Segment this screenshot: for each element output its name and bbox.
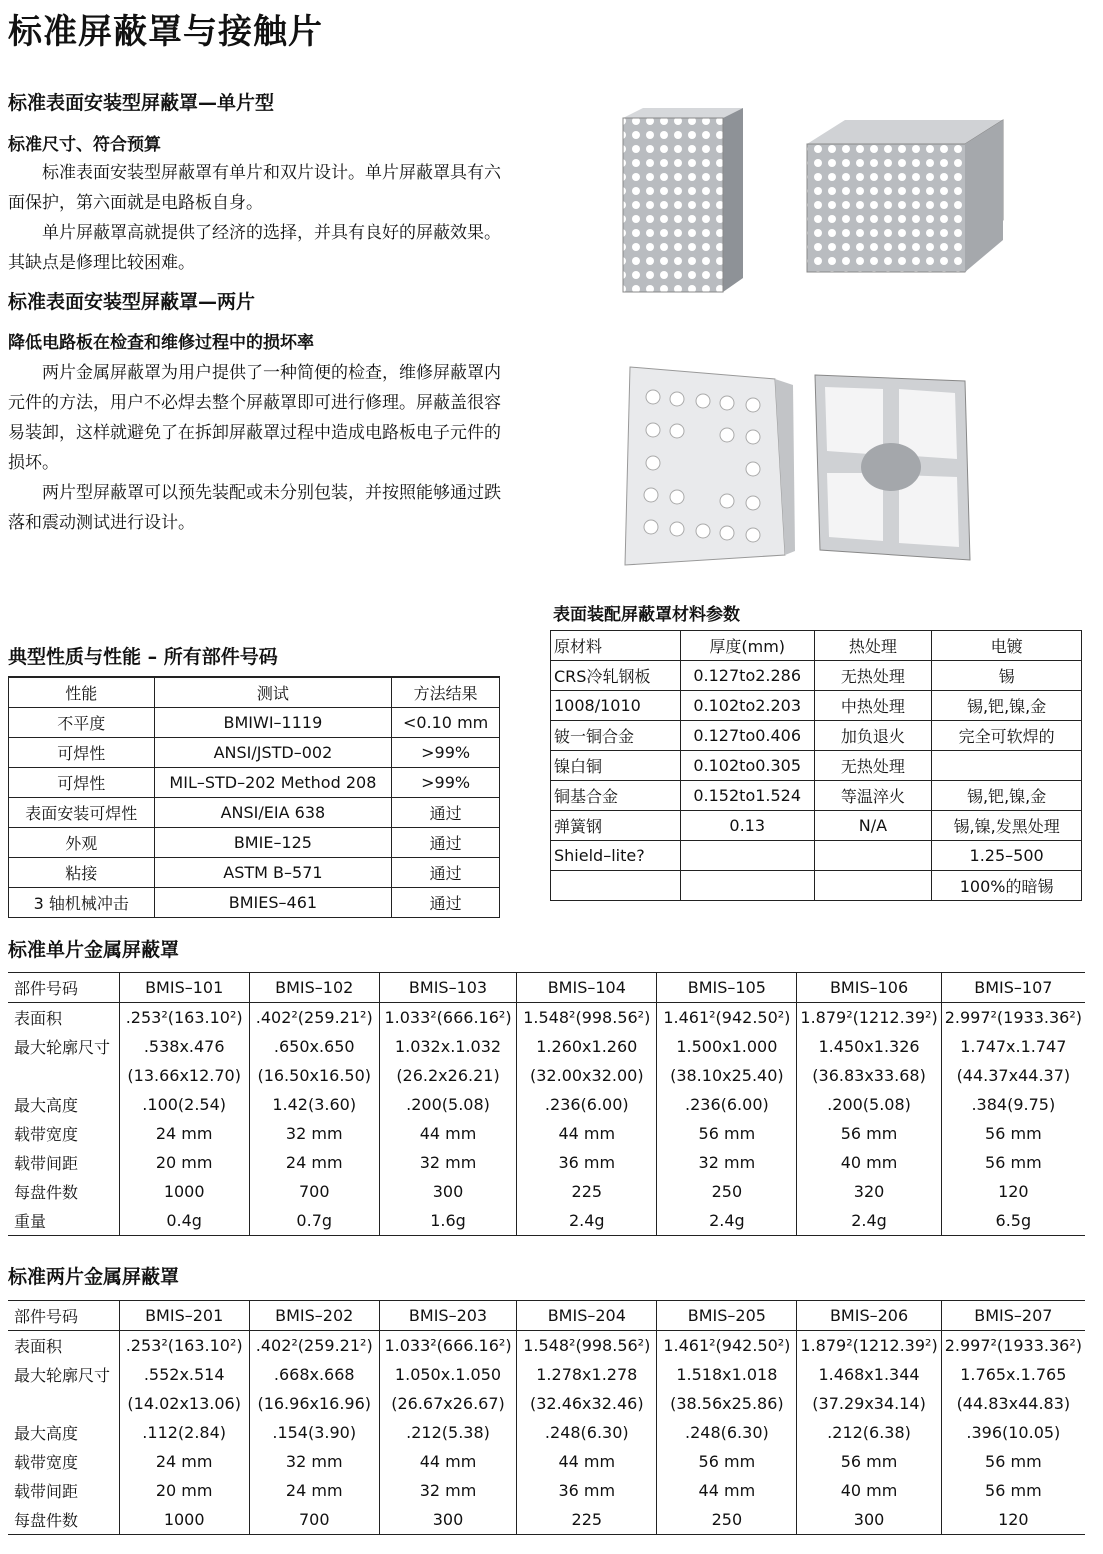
page-title: 标准屏蔽罩与接触片	[8, 12, 323, 52]
table-row	[551, 811, 1082, 841]
table-cell: .248(6.30)	[517, 1418, 657, 1447]
table-row	[8, 1389, 1085, 1418]
table-cell: MIL–STD–202 Method 208	[154, 768, 392, 798]
single-piece-table	[8, 972, 1085, 1236]
table-cell: 6.5g	[941, 1206, 1085, 1236]
table-cell: (38.56x25.86)	[657, 1389, 797, 1418]
section2-para1: 两片金属屏蔽罩为用户提供了一种简便的检查，维修屏蔽罩内元件的方法，用户不必焊去整个屏蔽罩即可进行修理。屏蔽盖很容易装卸，这样就避免了在拆卸屏蔽罩过程中造成电路板电子元件的损坏。	[8, 363, 501, 473]
table-cell: 700	[249, 1177, 379, 1206]
table-cell: 225	[517, 1177, 657, 1206]
table-cell: BMIS–205	[657, 1301, 797, 1331]
table-cell: N/A	[814, 811, 932, 841]
table-cell: ASTM B–571	[154, 858, 392, 888]
table-row	[551, 691, 1082, 721]
table-cell: 300	[797, 1505, 941, 1535]
table-cell: 2.997²(1933.36²)	[941, 1331, 1085, 1361]
table-cell: 1.050x.1.050	[379, 1360, 516, 1389]
table-cell: 1.25–500	[932, 841, 1082, 871]
table-cell: .253²(163.10²)	[119, 1331, 249, 1361]
double-heading: 标准两片金属屏蔽罩	[8, 1266, 180, 1288]
single-heading: 标准单片金属屏蔽罩	[8, 939, 180, 961]
section2-subheading: 降低电路板在检查和维修过程中的损坏率	[8, 333, 314, 353]
table-cell: 2.4g	[797, 1206, 941, 1236]
table-cell: 加负退火	[814, 721, 932, 751]
table-cell: 300	[379, 1505, 516, 1535]
section1-para2: 单片屏蔽罩高就提供了经济的选择，并具有良好的屏蔽效果。其缺点是修理比较困难。	[8, 223, 501, 273]
table-cell: 56 mm	[941, 1476, 1085, 1505]
table-cell	[680, 841, 814, 871]
section1-para1: 标准表面安装型屏蔽罩有单片和双片设计。单片屏蔽罩具有六面保护，第六面就是电路板自身。	[8, 163, 501, 213]
table-row	[8, 1032, 1085, 1061]
table-cell: .100(2.54)	[119, 1090, 249, 1119]
table-row	[8, 1206, 1085, 1236]
table-cell: (26.2x26.21)	[379, 1061, 516, 1090]
table-cell: 56 mm	[941, 1148, 1085, 1177]
materials-header-cell: 厚度(mm)	[680, 631, 814, 661]
table-cell: 1.518x1.018	[657, 1360, 797, 1389]
table-cell: 36 mm	[517, 1476, 657, 1505]
table-cell: (44.83x44.83)	[941, 1389, 1085, 1418]
table-row	[8, 1476, 1085, 1505]
table-cell: .396(10.05)	[941, 1418, 1085, 1447]
table-cell: BMIS–204	[517, 1301, 657, 1331]
table-cell	[932, 751, 1082, 781]
table-cell: 0.13	[680, 811, 814, 841]
table-cell: BMIS–104	[517, 973, 657, 1003]
table-cell: BMIS–106	[797, 973, 941, 1003]
table-row	[8, 1505, 1085, 1535]
row-label	[8, 1389, 119, 1418]
row-label	[8, 1061, 119, 1090]
table-cell: BMIS–201	[119, 1301, 249, 1331]
table-row	[551, 661, 1082, 691]
table-cell: 1000	[119, 1505, 249, 1535]
table-row	[8, 973, 1085, 1003]
row-label: 最大高度	[14, 1096, 79, 1115]
table-row	[551, 781, 1082, 811]
table-cell: .212(6.38)	[797, 1418, 941, 1447]
table-cell: 40 mm	[797, 1476, 941, 1505]
row-label: 最大轮廓尺寸	[14, 1038, 111, 1057]
performance-header-cell: 测试	[154, 677, 392, 708]
table-cell: 通过	[392, 798, 500, 828]
table-row	[8, 1177, 1085, 1206]
row-label: 载带间距	[14, 1154, 79, 1173]
table-cell: BMIS–101	[119, 973, 249, 1003]
table-cell: 1.6g	[379, 1206, 516, 1236]
table-cell: 40 mm	[797, 1148, 941, 1177]
table-cell: 700	[249, 1505, 379, 1535]
table-cell: 56 mm	[657, 1119, 797, 1148]
table-cell: 2.997²(1933.36²)	[941, 1003, 1085, 1033]
table-cell: .212(5.38)	[379, 1418, 516, 1447]
table-cell: 无热处理	[814, 751, 932, 781]
table-row	[8, 1447, 1085, 1476]
table-cell: >99%	[392, 738, 500, 768]
table-cell: 120	[941, 1505, 1085, 1535]
table-cell: Shield–lite?	[551, 841, 681, 871]
table-cell: 1.461²(942.50²)	[657, 1003, 797, 1033]
table-cell: BMIS–102	[249, 973, 379, 1003]
table-row	[551, 871, 1082, 901]
row-label: 部件号码	[8, 1301, 119, 1331]
table-cell: 1.765x.1.765	[941, 1360, 1085, 1389]
table-cell: 0.152to1.524	[680, 781, 814, 811]
table-cell: (26.67x26.67)	[379, 1389, 516, 1418]
table-cell: 1000	[119, 1177, 249, 1206]
table-cell: 镍白铜	[551, 751, 681, 781]
table-cell: .668x.668	[249, 1360, 379, 1389]
row-label: 每盘件数	[14, 1183, 79, 1202]
table-cell: 中热处理	[814, 691, 932, 721]
table-cell: 0.127to2.286	[680, 661, 814, 691]
table-cell: 不平度	[9, 708, 155, 738]
table-cell: <0.10 mm	[392, 708, 500, 738]
table-cell: 铜基合金	[551, 781, 681, 811]
table-row	[8, 1003, 1085, 1033]
table-cell: .200(5.08)	[379, 1090, 516, 1119]
table-cell	[814, 871, 932, 901]
table-cell	[680, 871, 814, 901]
row-label: 载带宽度	[14, 1453, 79, 1472]
table-cell: 外观	[9, 828, 155, 858]
table-cell: 可焊性	[9, 768, 155, 798]
table-cell: 1.468x1.344	[797, 1360, 941, 1389]
table-row	[8, 1090, 1085, 1119]
section2-para2: 两片型屏蔽罩可以预先装配或未分别包装，并按照能够通过跌落和震动测试进行设计。	[8, 483, 501, 533]
table-cell: 锡,镍,发黑处理	[932, 811, 1082, 841]
table-cell: .236(6.00)	[517, 1090, 657, 1119]
table-cell: 锡,钯,镍,金	[932, 781, 1082, 811]
section1-heading: 标准表面安装型屏蔽罩—单片型	[8, 92, 275, 114]
table-row	[9, 858, 500, 888]
row-label: 最大高度	[14, 1424, 79, 1443]
materials-header-cell: 电镀	[932, 631, 1082, 661]
table-cell: 44 mm	[517, 1119, 657, 1148]
table-cell: (44.37x44.37)	[941, 1061, 1085, 1090]
table-cell: 等温淬火	[814, 781, 932, 811]
table-cell: 44 mm	[517, 1447, 657, 1476]
table-cell: 24 mm	[249, 1476, 379, 1505]
table-cell: 完全可软焊的	[932, 721, 1082, 751]
table-row	[8, 1360, 1085, 1389]
table-cell: .154(3.90)	[249, 1418, 379, 1447]
performance-header-row	[9, 677, 500, 708]
table-cell: 32 mm	[249, 1119, 379, 1148]
table-cell: 1.033²(666.16²)	[379, 1331, 516, 1361]
table-cell: (13.66x12.70)	[119, 1061, 249, 1090]
table-cell: 56 mm	[657, 1447, 797, 1476]
table-cell: .236(6.00)	[657, 1090, 797, 1119]
table-cell: 3 轴机械冲击	[9, 888, 155, 918]
performance-header-cell: 性能	[9, 677, 155, 708]
table-row	[9, 768, 500, 798]
section2-heading: 标准表面安装型屏蔽罩—两片	[8, 291, 256, 313]
table-cell: ANSI/EIA 638	[154, 798, 392, 828]
table-cell: 通过	[392, 888, 500, 918]
table-cell: .538x.476	[119, 1032, 249, 1061]
table-cell: .112(2.84)	[119, 1418, 249, 1447]
table-cell: 1.747x.1.747	[941, 1032, 1085, 1061]
table-cell	[551, 871, 681, 901]
table-cell: 1.548²(998.56²)	[517, 1003, 657, 1033]
table-cell: 1.879²(1212.39²)	[797, 1331, 941, 1361]
table-cell: >99%	[392, 768, 500, 798]
table-cell: 1.278x1.278	[517, 1360, 657, 1389]
row-label: 重量	[8, 1206, 119, 1236]
table-cell: 铍一铜合金	[551, 721, 681, 751]
table-cell: 通过	[392, 858, 500, 888]
single-piece-shield-photo	[615, 100, 1095, 310]
table-cell: .384(9.75)	[941, 1090, 1085, 1119]
table-row	[8, 1331, 1085, 1361]
row-label: 部件号码	[8, 973, 119, 1003]
table-cell: 1.450x1.326	[797, 1032, 941, 1061]
table-row	[9, 738, 500, 768]
table-cell: 2.4g	[517, 1206, 657, 1236]
table-cell: (14.02x13.06)	[119, 1389, 249, 1418]
table-cell: 锡	[932, 661, 1082, 691]
table-cell: 32 mm	[379, 1148, 516, 1177]
table-cell: 44 mm	[379, 1119, 516, 1148]
table-row	[9, 798, 500, 828]
table-cell: 320	[797, 1177, 941, 1206]
table-cell: BMIWI–1119	[154, 708, 392, 738]
table-cell: 1.879²(1212.39²)	[797, 1003, 941, 1033]
row-label: 表面积	[14, 1337, 63, 1356]
table-cell: 1.260x1.260	[517, 1032, 657, 1061]
table-cell: 表面安装可焊性	[9, 798, 155, 828]
table-cell: 1.461²(942.50²)	[657, 1331, 797, 1361]
table-cell: 56 mm	[941, 1119, 1085, 1148]
table-cell: 1008/1010	[551, 691, 681, 721]
table-row	[8, 1119, 1085, 1148]
table-cell: 120	[941, 1177, 1085, 1206]
two-piece-table	[8, 1300, 1085, 1535]
table-cell: .402²(259.21²)	[249, 1331, 379, 1361]
table-cell: 0.102to0.305	[680, 751, 814, 781]
table-cell: BMIS–202	[249, 1301, 379, 1331]
table-cell: 0.7g	[249, 1206, 379, 1236]
table-cell: 0.102to2.203	[680, 691, 814, 721]
table-cell: 通过	[392, 828, 500, 858]
table-cell: 24 mm	[249, 1148, 379, 1177]
table-cell: .650x.650	[249, 1032, 379, 1061]
table-row	[8, 1148, 1085, 1177]
table-cell: BMIS–203	[379, 1301, 516, 1331]
table-cell: 32 mm	[657, 1148, 797, 1177]
performance-table	[8, 676, 500, 918]
row-label: 每盘件数	[8, 1505, 119, 1535]
table-cell: 24 mm	[119, 1447, 249, 1476]
table-cell: 300	[379, 1177, 516, 1206]
table-cell: .552x.514	[119, 1360, 249, 1389]
materials-table	[550, 630, 1082, 901]
table-cell: 20 mm	[119, 1476, 249, 1505]
table-cell: 24 mm	[119, 1119, 249, 1148]
table-cell: 250	[657, 1505, 797, 1535]
table-cell: 1.032x.1.032	[379, 1032, 516, 1061]
table-cell: 0.4g	[119, 1206, 249, 1236]
table-cell: 弹簧钢	[551, 811, 681, 841]
table-cell: 锡,钯,镍,金	[932, 691, 1082, 721]
row-label: 载带间距	[14, 1482, 79, 1501]
table-row	[9, 708, 500, 738]
table-cell: CRS冷轧钢板	[551, 661, 681, 691]
table-cell: 32 mm	[249, 1447, 379, 1476]
table-row	[551, 721, 1082, 751]
materials-heading: 表面装配屏蔽罩材料参数	[553, 605, 740, 625]
table-cell: (37.29x34.14)	[797, 1389, 941, 1418]
section1-subheading: 标准尺寸、符合预算	[8, 135, 161, 155]
table-cell: 20 mm	[119, 1148, 249, 1177]
performance-header-cell: 方法结果	[392, 677, 500, 708]
table-cell: BMIS–107	[941, 973, 1085, 1003]
table-cell: .402²(259.21²)	[249, 1003, 379, 1033]
table-row	[551, 751, 1082, 781]
table-cell: 56 mm	[941, 1447, 1085, 1476]
table-cell: 36 mm	[517, 1148, 657, 1177]
table-cell: 1.42(3.60)	[249, 1090, 379, 1119]
table-cell: (32.46x32.46)	[517, 1389, 657, 1418]
table-cell: BMIE–125	[154, 828, 392, 858]
table-cell: BMIS–105	[657, 973, 797, 1003]
table-row	[8, 1061, 1085, 1090]
row-label: 载带宽度	[14, 1125, 79, 1144]
table-cell: BMIES–461	[154, 888, 392, 918]
table-cell: (36.83x33.68)	[797, 1061, 941, 1090]
table-cell: BMIS–207	[941, 1301, 1085, 1331]
table-row	[8, 1301, 1085, 1331]
table-cell: 44 mm	[657, 1476, 797, 1505]
table-cell: 1.033²(666.16²)	[379, 1003, 516, 1033]
table-cell: .253²(163.10²)	[119, 1003, 249, 1033]
table-cell: (38.10x25.40)	[657, 1061, 797, 1090]
table-cell: 粘接	[9, 858, 155, 888]
table-cell: ANSI/JSTD–002	[154, 738, 392, 768]
table-cell: .200(5.08)	[797, 1090, 941, 1119]
table-cell: 32 mm	[379, 1476, 516, 1505]
table-cell: 250	[657, 1177, 797, 1206]
table-cell: 可焊性	[9, 738, 155, 768]
table-row	[551, 841, 1082, 871]
table-row	[8, 1418, 1085, 1447]
table-cell: 225	[517, 1505, 657, 1535]
table-cell: 1.500x1.000	[657, 1032, 797, 1061]
table-cell: 56 mm	[797, 1447, 941, 1476]
table-cell: (16.96x16.96)	[249, 1389, 379, 1418]
table-row	[9, 888, 500, 918]
table-cell: 1.548²(998.56²)	[517, 1331, 657, 1361]
table-cell: (16.50x16.50)	[249, 1061, 379, 1090]
table-cell: .248(6.30)	[657, 1418, 797, 1447]
table-cell: 0.127to0.406	[680, 721, 814, 751]
performance-heading: 典型性质与性能 – 所有部件号码	[8, 646, 278, 668]
table-cell: 2.4g	[657, 1206, 797, 1236]
row-label: 最大轮廓尺寸	[14, 1366, 111, 1385]
table-cell: 100%的暗锡	[932, 871, 1082, 901]
materials-header-cell: 原材料	[551, 631, 681, 661]
row-label: 表面积	[14, 1009, 63, 1028]
table-cell: 44 mm	[379, 1447, 516, 1476]
table-cell: BMIS–103	[379, 973, 516, 1003]
table-cell	[814, 841, 932, 871]
two-piece-shield-photo	[615, 355, 1095, 580]
materials-header-row	[551, 631, 1082, 661]
table-cell: (32.00x32.00)	[517, 1061, 657, 1090]
table-cell: 56 mm	[797, 1119, 941, 1148]
table-row	[9, 828, 500, 858]
table-cell: 无热处理	[814, 661, 932, 691]
materials-header-cell: 热处理	[814, 631, 932, 661]
table-cell: BMIS–206	[797, 1301, 941, 1331]
